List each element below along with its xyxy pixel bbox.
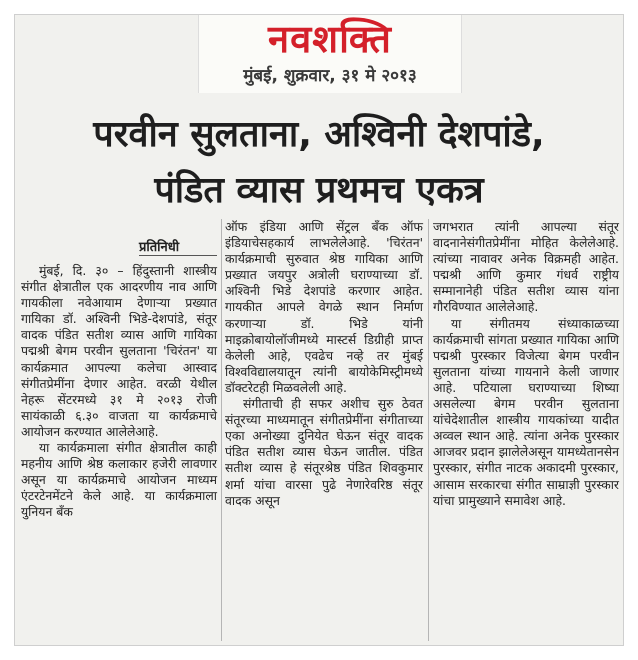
byline-underline: [139, 255, 217, 256]
byline: प्रतिनिधी: [139, 240, 180, 255]
newspaper-logo: नवशक्ति: [268, 17, 392, 61]
paragraph: या संगीतमय संध्याकाळच्या कार्यक्रमाची सांगता प्रख्यात गायिका आणि पद्मश्री पुरस्कार विजेत्या बेगम परवीन सुलताना यांच्या गायनाने केली जाणार आहे. पटियाला घराण्याच्या शिष्या असलेल्या बेगम परवीन सुलताना यांचेदेशातील शास्त्रीय गायकांच्या यादीत अव्वल स्थान आहे. त्यांना अनेक पुरस्कार आजवर प्रदान झालेलेअसून यामध्येतानसेन पुरस्कार, संगीत नाटक अकादमी पुरस्कार, आसाम सरकारचा संगीत साम्राज्ञी पुरस्कार यांचा प्रामुख्याने समावेश आहे.: [433, 315, 619, 508]
headline-line-2: पंडित व्यास प्रथमच एकत्र: [154, 170, 484, 211]
article-column-1: [21, 263, 217, 521]
column-divider: [221, 219, 222, 641]
paragraph: जगभरात त्यांनी आपल्या संतूर वादनानेसंगीतप्रेमींना मोहित केलेलेआहे. त्यांच्या नावावर अनेक विक्रमही आहेत. पद्मश्री आणि कुमार गंधर्व राष्ट्रीय सम्मानानेही पंडित सतीश व्यास यांना गौरविण्यात आलेलेआहे.: [433, 219, 619, 315]
dateline: मुंबई, शुक्रवार, ३१ मे २०१३: [243, 66, 417, 86]
paragraph: ऑफ इंडिया आणि सेंट्रल बँक ऑफ इंडियाचेसहकार्य लाभलेलेआहे. 'चिरंतन' कार्यक्रमाची सुरुवात श्रेष्ठ गायिका आणि प्रख्यात जयपुर अत्रोली घराण्याच्या डॉ. अश्विनी भिडे देशपांडे करणार आहेत. गायकीत आपले वेगळे स्थान निर्माण करणाऱ्या डॉ. भिडे यांनी माइक्रोबायोलॉजीमध्ये मास्टर्स डिग्रीही प्राप्त केलेली आहे, एवढेच नव्हे तर मुंबई विश्वविद्यालयातून त्यांनी बायोकेमिस्ट्रीमध्ये डॉक्टरेटही मिळवलेली आहे.: [225, 219, 423, 395]
newspaper-clipping: [14, 14, 624, 646]
masthead: [198, 15, 462, 93]
paragraph: मुंबई, दि. ३० – हिंदुस्तानी शास्त्रीय संगीत क्षेत्रातील एक आदरणीय नाव आणि गायकीला नवेआयाम देणाऱ्या प्रख्यात गायिका डॉ. अश्विनी भिडे-देशपांडे, संतूर वादक पंडित सतीश व्यास आणि गायिका पद्मश्री बेगम परवीन सुलताना 'चिरंतन' या कार्यक्रमात आपल्या कलेचा आस्वाद संगीतप्रेमींना देणार आहेत. वरळी येथील नेहरू सेंटरमध्ये ३१ मे २०१३ रोजी सायंकाळी ६.३० वाजता या कार्यक्रमाचे आयोजन करण्यात आलेलेआहे.: [21, 263, 217, 439]
column-divider: [428, 219, 429, 641]
article-column-3: [433, 219, 619, 509]
paragraph: या कार्यक्रमाला संगीत क्षेत्रातील काही महनीय आणि श्रेष्ठ कलाकार हजेरी लावणार असून या कार्यक्रमाचे आयोजन माध्यम एंटरटेनमेंटने केले आहे. या कार्यक्रमाला युनियन बँक: [21, 440, 217, 520]
paragraph: संगीताची ही सफर अशीच सुरु ठेवत संतूरच्या माध्यमातून संगीतप्रेमींना संगीताच्या एका अनोख्या दुनियेत घेऊन संतूर वादक पंडित सतीश व्यास घेऊन जातील. पंडित सतीश व्यास हे संतूरश्रेष्ठ पंडित शिवकुमार शर्मा यांचा वारसा पुढे नेणारेवरिष्ठ संतूर वादक असून: [225, 396, 423, 508]
headline-line-1: परवीन सुलताना, अश्विनी देशपांडे,: [93, 114, 545, 155]
article-column-2: [225, 219, 423, 509]
